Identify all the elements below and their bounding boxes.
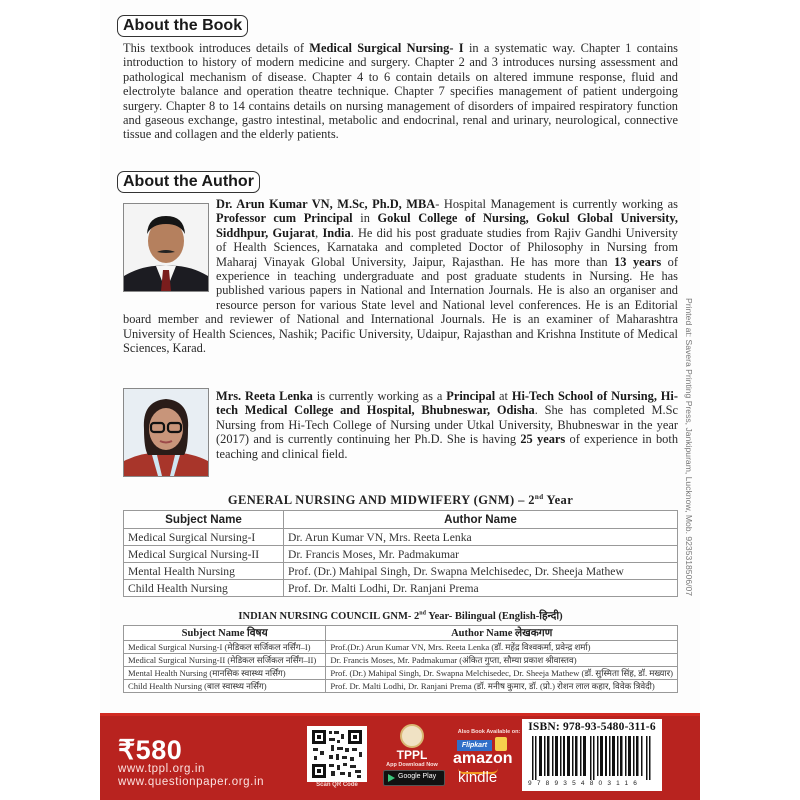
flipkart-bag-icon [495,737,507,751]
text-run: at [495,389,512,403]
text-run: of experience in teaching undergraduate and post graduate students in Nursing. He has published various papers in National and Internation Journals. He is also an organiser and resource person for various State level and National level conferences. He is an Editorial board member and reviewer of National and International Journals. He is an examiner of Maharashtra University of Health Sciences, Nashik; Pacific University, Udaipur, Rajasthan and Krishna Institute of Medical Sciences, Karad. [123,254,678,356]
table-row [124,546,678,563]
gnm-title-sup: nd [534,493,544,501]
col-subject-name: Subject Name [124,511,284,529]
bold-text-run: Dr. Arun Kumar VN, M.Sc, Ph.D, MBA [216,197,436,211]
text-run: in [352,211,378,226]
author-cell: Dr. Arun Kumar VN, Mrs. Reeta Lenka [284,529,678,546]
author1-bio [123,197,678,355]
inc-table-title [123,609,678,623]
subject-cell: Mental Health Nursing [124,563,284,580]
text-run: in a systematic way. Chapter 1 contains introduction to history of modern medicine and surgery. Chapter 2 and 3 introduces nursing assessment and pathological mechanism of disease. Chapter 4 to 6 contain details on altered immune response, fluid and electrolyte balance and operation theatre technique. Chapter 7 specifies management of patient undergoing surgery. Chapter 8 to 14 contains details on nursing management of disorders of impaired respiratory function and gaseous exchange, gastro intestinal, metabolic and endocrinal, renal and urinary, neurological, connective tissue and collagen and the elderly patients. [123,41,678,142]
bold-text-run: India [322,225,351,240]
google-play-icon [388,774,395,782]
author-cell: Dr. Francis Moses, Mr. Padmakumar [284,546,678,563]
about-author-heading: About the Author [117,171,260,193]
photo-float-spacer [123,197,216,312]
subject-cell: Medical Surgical Nursing-II (मेडिकल सर्जिकल नर्सिंग–II) [124,654,326,667]
about-book-heading: About the Book [117,15,248,37]
bold-text-run: Principal [446,389,496,403]
kindle-logo[interactable]: kindle [458,769,498,786]
table-row [124,680,678,693]
text-run: . He did his post graduate studies from Rajiv Gandhi University of Health Sciences, Karnataka and completed Doctor of Philosophy in Nursing from Maharaj Vinayak Global University, Jaipur, Rajasthan. He has more than [216,225,678,269]
gnm-table [123,510,678,597]
website-link-questionpaper[interactable]: www.questionpaper.org.in [118,776,265,788]
table-header-row [124,511,678,529]
website-link-tppl[interactable]: www.tppl.org.in [118,763,205,775]
text-run: is currently working as a [312,389,447,403]
inc-title-end: Year- Bilingual (English-हिन्दी) [425,611,563,622]
tppl-app-download-text: App Download Now [386,762,438,768]
bold-text-run: Medical Surgical Nursing- I [309,41,464,55]
subject-cell: Child Health Nursing [124,580,284,597]
author-cell: Prof. Dr. Malti Lodhi, Dr. Ranjani Prema (डॉ. मनीष कुमार, डॉ. (प्रो.) रोशन लाल कहार, विवेक त्रिवेदी) [326,680,678,693]
text-run: , [315,225,323,240]
col-author-name: Author Name लेखकगण [326,626,678,641]
table-row [124,667,678,680]
gnm-title-text: GENERAL NURSING AND MIDWIFERY (GNM) – 2 [227,493,535,508]
barcode-icon [532,736,654,780]
subject-cell: Medical Surgical Nursing-I (मेडिकल सर्जिकल नर्सिंग–I) [124,641,326,654]
qr-caption: Scan QR Code [316,782,358,788]
table-row [124,563,678,580]
printer-imprint: Printed at: Savera Printing Press, Jankipuram, Lucknow, Mob. 9235318506/07 [684,298,694,597]
about-book-text [123,41,678,142]
isbn-number: ISBN: 978-93-5480-311-6 [528,721,656,733]
author-cell: Prof.(Dr.) Arun Kumar VN, Mrs. Reeta Lenka (डॉ. महेंद्र विश्वकर्मा, प्रवेन्द्र शर्मा) [326,641,678,654]
bold-text-run: Hi-Tech School of Nursing, Hi-tech Medical College and Hospital, Bhubneswar, Odisha [216,389,679,418]
subject-cell: Medical Surgical Nursing-I [124,529,284,546]
col-subject-name: Subject Name विषय [124,626,326,641]
table-row [124,654,678,667]
barcode-digits: 9789354803116 [528,780,643,787]
tppl-logo-icon [400,724,424,748]
gnm-table-title [123,493,678,508]
table-header-row [124,626,678,641]
tppl-brand: TPPL [396,748,428,762]
table-row [124,641,678,654]
bold-text-run: 13 years [614,254,662,269]
text-run: of experience in both teaching and clinical field. [216,432,679,461]
bold-text-run: 25 years [520,432,566,447]
author-cell: Dr. Francis Moses, Mr. Padmakumar (अंकित गुप्ता, सौम्या प्रकाश श्रीवास्तव) [326,654,678,667]
inc-title-text: INDIAN NURSING COUNCIL GNM- 2 [238,611,420,622]
google-play-label: Google Play [398,773,437,780]
author-cell: Prof. Dr. Malti Lodhi, Dr. Ranjani Prema [284,580,678,597]
amazon-logo[interactable]: amazon [453,750,513,767]
flipkart-logo[interactable]: Flipkart [457,740,492,751]
google-play-badge[interactable] [383,770,445,786]
subject-cell: Child Health Nursing (बाल स्वास्थ्य नर्सिंग) [124,680,326,693]
author-cell: Prof. (Dr.) Mahipal Singh, Dr. Swapna Melchisedec, Dr. Sheeja Mathew [284,563,678,580]
photo-float-spacer [123,389,216,490]
also-available-text: Also Book Available on: [457,729,521,735]
author2-bio [123,389,678,490]
table-row [124,529,678,546]
bold-text-run: Professor cum Principal [216,211,353,226]
qr-code[interactable] [307,726,367,782]
subject-cell: Medical Surgical Nursing-II [124,546,284,563]
text-run: . She has completed M.Sc Nursing from Hi-Tech College of Nursing under Utkal University, Bhubneswar in the year (2017) and is currently continuing her Ph.D. She is having [216,403,678,447]
isbn-barcode-box [522,719,662,791]
bold-text-run: Gokul College of Nursing, Gokul Global University, Siddhpur, Gujarat [216,211,678,240]
author-cell: Prof. (Dr.) Mahipal Singh, Dr. Swapna Melchisedec, Dr. Sheeja Mathew (डॉ. सुस्मिता सिंह, डॉ. मख्यार) [326,667,678,680]
subject-cell: Mental Health Nursing (मानसिक स्वास्थ्य नर्सिंग) [124,667,326,680]
text-run: This textbook introduces details of [123,41,310,55]
gnm-title-end: Year [543,493,574,508]
inc-title-sup: nd [419,610,426,617]
col-author-name: Author Name [284,511,678,529]
text-run: - Hospital Management is currently working as [435,197,678,211]
bold-text-run: Mrs. Reeta Lenka [216,389,313,403]
inc-bilingual-table [123,625,678,693]
price-label: ₹580 [118,735,183,765]
table-row [124,580,678,597]
